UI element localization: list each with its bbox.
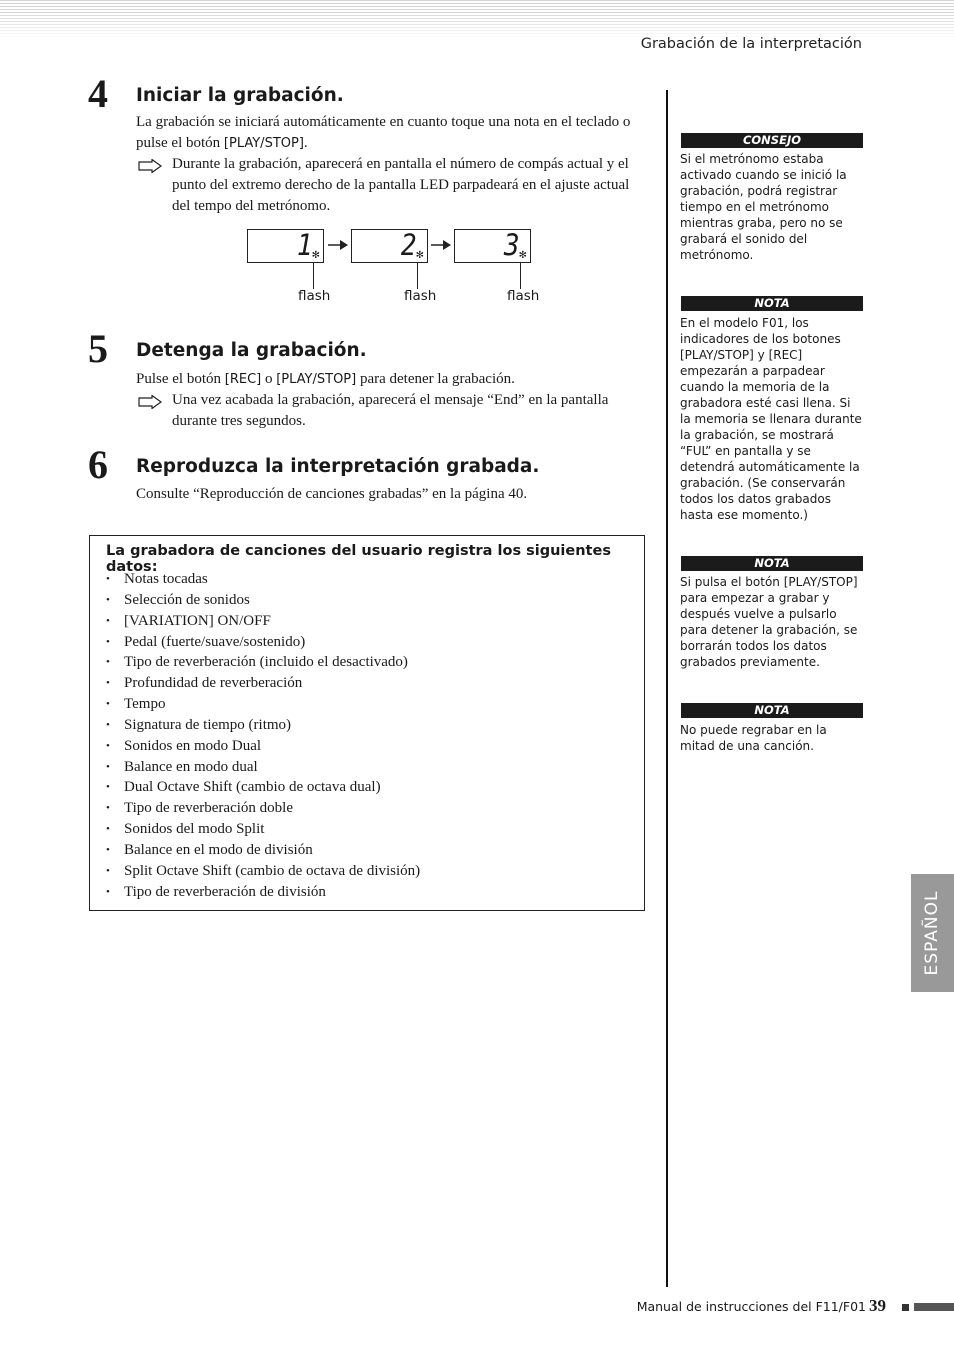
list-item: • Tipo de reverberación doble	[106, 798, 420, 819]
led-dot-icon: ✻	[311, 250, 320, 261]
note-text: No puede regrabar en la mitad de una canción.	[680, 723, 827, 753]
flash-label: flash	[404, 288, 437, 304]
list-item: • Balance en el modo de división	[106, 840, 420, 861]
arrow-right-icon	[431, 238, 451, 252]
step-note-4: Durante la grabación, aparecerá en pantalla el número de compás actual y el punto del extremo derecho de la pantalla LED parpadeará en el ajuste actual del tempo del metrónomo.	[172, 156, 630, 214]
list-item: • Notas tocadas	[106, 569, 420, 590]
led-digit: 1	[296, 228, 313, 262]
play-stop-button-ref: [PLAY/STOP]	[276, 372, 357, 387]
flash-leader-line	[417, 263, 418, 289]
section-title: Grabación de la interpretación	[640, 36, 862, 52]
note-label: NOTA	[681, 296, 863, 311]
flash-leader-line	[313, 263, 314, 289]
step-body-4: La grabación se iniciará automáticamente en cuanto toque una nota en el teclado o pulse el botón [PLAY/STOP].	[136, 114, 631, 151]
rec-button-ref: [REC]	[224, 372, 262, 387]
footer-manual-title: Manual de instrucciones del F11/F01	[636, 1299, 866, 1314]
step-number-5: 5	[88, 326, 108, 371]
list-item: • Selección de sonidos	[106, 590, 420, 611]
recorded-data-box	[89, 535, 645, 911]
footer-marker	[902, 1304, 909, 1311]
sidebar-divider	[666, 90, 668, 1287]
step-title-4: Iniciar la grabación.	[136, 85, 344, 106]
list-item: • Pedal (fuerte/suave/sostenido)	[106, 632, 420, 653]
step-body-5: Pulse el botón [REC] o [PLAY/STOP] para detener la grabación.	[136, 371, 515, 387]
tip-label: CONSEJO	[681, 133, 863, 148]
step-note-5: Una vez acabada la grabación, aparecerá el mensaje “End” en la pantalla durante tres segundos.	[172, 392, 609, 429]
language-tab-label: ESPAÑOL	[922, 890, 942, 976]
note-text: Si pulsa el botón [PLAY/STOP] para empezar a grabar y después vuelve a pulsarlo para detener la grabación, se borrarán todos los datos grabados previamente.	[680, 575, 858, 669]
recorded-data-title: La grabadora de canciones del usuario registra los siguientes datos:	[106, 543, 611, 575]
flash-label: flash	[507, 288, 540, 304]
header-decoration	[0, 0, 954, 40]
led-display-2	[351, 229, 428, 263]
list-item: • Sonidos en modo Dual	[106, 736, 420, 757]
page-number: 39	[869, 1296, 886, 1315]
led-dot-icon: ✻	[518, 250, 527, 261]
list-item: • Tempo	[106, 694, 420, 715]
step-title-6: Reproduzca la interpretación grabada.	[136, 456, 540, 477]
step-title-5: Detenga la grabación.	[136, 340, 367, 361]
arrow-right-icon	[328, 238, 348, 252]
list-item: • Balance en modo dual	[106, 757, 420, 778]
note-arrow-icon	[138, 159, 162, 173]
list-item: • Split Octave Shift (cambio de octava de división)	[106, 861, 420, 882]
note-text: En el modelo F01, los indicadores de los botones [PLAY/STOP] y [REC] empezarán a parpadear cuando la memoria de la grabadora esté casi llena. Si la memoria se llenara durante la grabación, se mostrará “FUL” en pantalla y se detendrá automáticamente la grabación. (Se conservarán todos los datos grabados hasta ese momento.)	[680, 316, 862, 522]
footer-bar	[914, 1303, 954, 1311]
note-label: NOTA	[681, 556, 863, 571]
flash-label: flash	[298, 288, 331, 304]
led-display-3	[454, 229, 531, 263]
note-label: NOTA	[681, 703, 863, 718]
list-item: • Dual Octave Shift (cambio de octava dual)	[106, 777, 420, 798]
led-display-1	[247, 229, 324, 263]
language-tab	[911, 874, 954, 992]
flash-leader-line	[520, 263, 521, 289]
led-dot-icon: ✻	[415, 250, 424, 261]
recorded-data-list	[106, 569, 420, 903]
note-arrow-icon	[138, 395, 162, 409]
list-item: • Tipo de reverberación de división	[106, 882, 420, 903]
list-item: • Tipo de reverberación (incluido el desactivado)	[106, 652, 420, 673]
page-footer	[637, 1296, 886, 1316]
led-digit: 2	[400, 228, 417, 262]
list-item: • [VARIATION] ON/OFF	[106, 611, 420, 632]
step-number-6: 6	[88, 442, 108, 487]
step-number-4: 4	[88, 71, 108, 116]
list-item: • Profundidad de reverberación	[106, 673, 420, 694]
led-digit: 3	[503, 228, 520, 262]
tip-text: Si el metrónomo estaba activado cuando se inició la grabación, podrá registrar tiempo en el metrónomo mientras graba, pero no se grabará el sonido del metrónomo.	[680, 152, 847, 262]
step-body-6: Consulte “Reproducción de canciones grabadas” en la página 40.	[136, 486, 528, 502]
list-item: • Signatura de tiempo (ritmo)	[106, 715, 420, 736]
play-stop-button-ref: [PLAY/STOP]	[223, 136, 304, 151]
list-item: • Sonidos del modo Split	[106, 819, 420, 840]
